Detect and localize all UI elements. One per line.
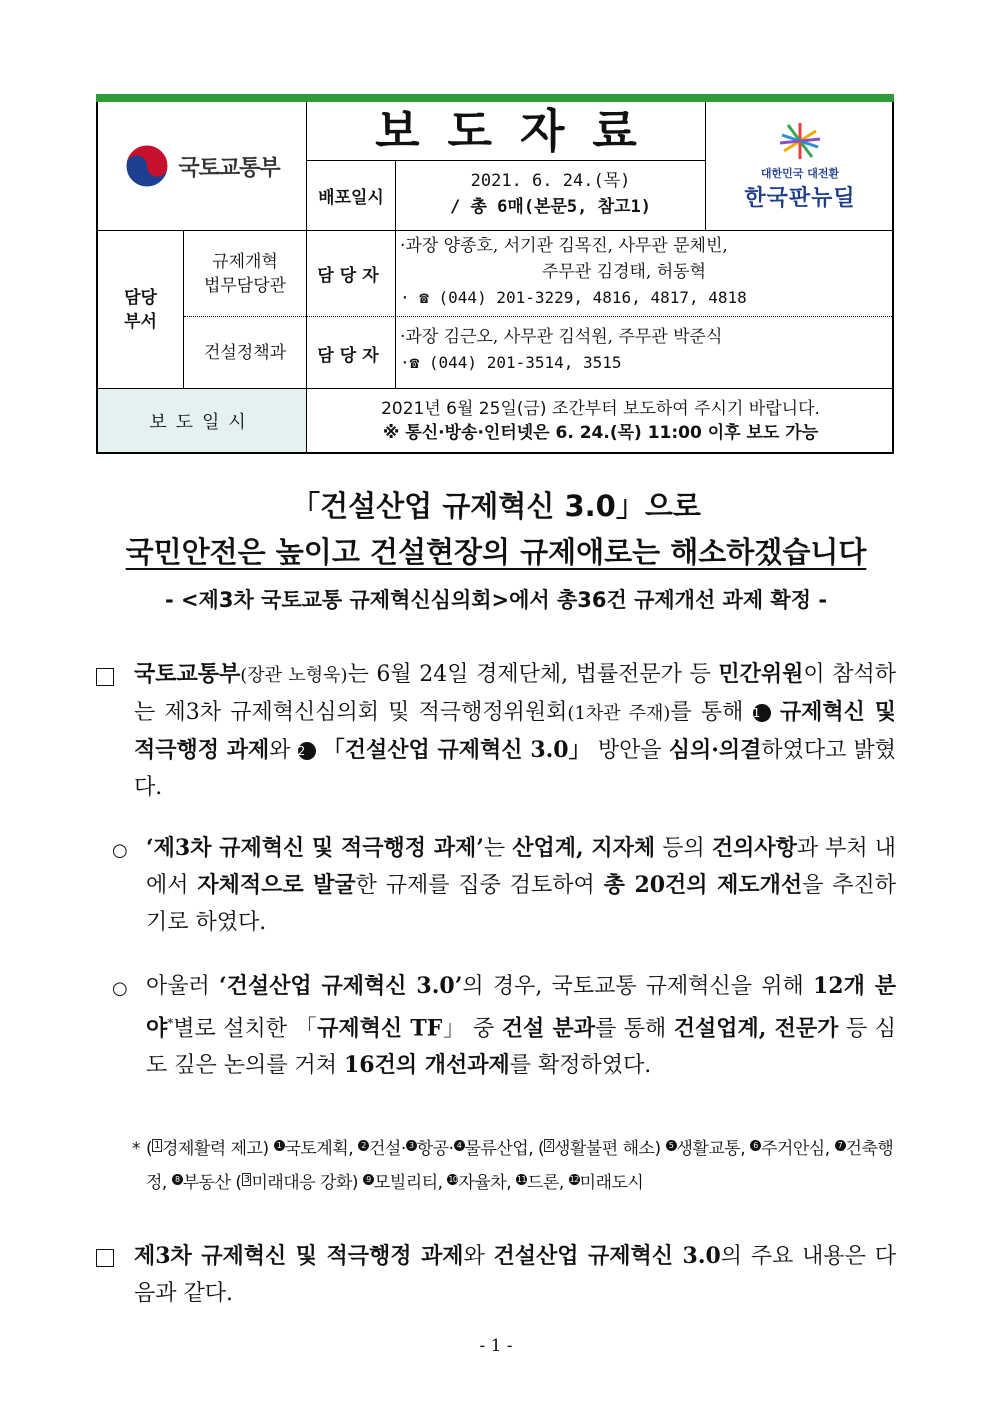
text: 16건의 개선과제 <box>344 1052 510 1079</box>
dept-manager-label-2: 담당자 <box>317 345 385 366</box>
field-7: 건축행정, <box>146 1139 894 1193</box>
footnote-marker: * <box>132 1139 140 1159</box>
distribution-date: 2021. 6. 24.(목) <box>470 171 631 191</box>
text: 를 통해 <box>670 700 753 725</box>
text: 등 심도 깊은 논의를 거쳐 <box>146 1016 896 1079</box>
text: 와 <box>269 738 298 763</box>
checkbox-bullet-1 <box>96 668 114 686</box>
text: 총 20건의 제도개선 <box>603 872 803 898</box>
circle-bullet-2: ○ <box>112 978 128 999</box>
page-title: 보도자료 <box>375 104 665 158</box>
circle-bullet-1: ○ <box>112 840 128 861</box>
field-11: 드론, <box>527 1173 564 1193</box>
text-agenda-1: 규제혁신 및 적극행정 과제 <box>134 699 897 763</box>
paragraph-2 <box>146 830 896 941</box>
text: 를 통해 <box>594 1016 674 1042</box>
number-1-icon: 1 <box>753 704 771 722</box>
headline-line-1: 「건설산업 규제혁신 3.0」으로 <box>291 489 701 523</box>
release-line-1: 2021년 6월 25일(금) 조간부터 보도하여 주시기 바랍니다. <box>381 399 820 419</box>
field-4: 물류산업, <box>464 1139 534 1159</box>
text: 한 규제를 집중 검토하여 <box>355 873 604 898</box>
text: 건설업계, 전문가 <box>673 1015 839 1042</box>
text-resolution: 심의·의결 <box>668 737 762 763</box>
text: 아울러 <box>146 974 219 999</box>
dept-name-2: 건설정책과 <box>203 343 287 363</box>
release-line-2: ※ 통신·방송·인터넷은 6. 24.(목) 11:00 이후 보도 가능 <box>382 423 819 443</box>
text: ‘건설산업 규제혁신 3.0’ <box>218 973 463 999</box>
release-label: 보도일시 <box>98 389 306 452</box>
text-ministry: 국토교통부 <box>134 661 241 687</box>
group-2-icon: 2 <box>546 1140 553 1151</box>
contact-names-1: ·과장 양종호, 서기관 김목진, 사무관 문체빈, <box>400 236 728 256</box>
distribution-value <box>396 160 705 230</box>
footnote-star: * <box>167 1016 174 1030</box>
release-value <box>307 389 894 452</box>
text: 과 부처 내에서 <box>146 836 897 898</box>
text: 등의 <box>655 836 712 861</box>
text: 와 <box>463 1244 494 1269</box>
group-1-icon: 1 <box>154 1140 161 1151</box>
dept-manager-label-1: 담당자 <box>317 266 385 286</box>
field-8: 부동산 <box>182 1173 231 1193</box>
text: 건설산업 규제혁신 3.0 <box>493 1243 721 1269</box>
text: 의 주요 내용은 다음과 같다. <box>134 1244 896 1306</box>
dept-name-1: 규제개혁 법무담당관 <box>203 251 287 296</box>
distribution-pages: / 총 6매(본문5, 참고1) <box>450 197 651 217</box>
ministry-logo <box>98 102 306 230</box>
group-2: 생활불편 해소 <box>554 1139 655 1159</box>
text: 」 중 <box>442 1016 502 1042</box>
ministry-name: 국토교통부 <box>178 155 280 181</box>
paragraph-3 <box>146 968 896 1084</box>
header-green-bar <box>96 94 894 102</box>
newdeal-subtitle: 대한민국 대전환 <box>760 166 840 180</box>
text: 산업계, 지자체 <box>512 835 656 861</box>
text: 는 <box>483 836 513 861</box>
footnote-text: ( 1 경제활력 제고) 1 국토계획, 2 건설· 3 항공· 4 물류산업, ( 2 생활불편 해소) 5 생활교통, 6 주거안심, 7 건축행정, 8 부동산 ( 3 미래대응 강화) 9 모빌리티, 10자율차, 11드론, 12미래도시 <box>146 1139 894 1193</box>
text: 12개 분야 <box>146 973 897 1042</box>
taegeuk-icon <box>124 143 170 189</box>
distribution-label: 배포일시 <box>318 187 384 208</box>
field-5: 생활교통, <box>676 1139 746 1159</box>
dept-label: 담당 부서 <box>124 288 157 332</box>
text: 하였다고 밝혔다. <box>134 738 896 800</box>
press-release-header <box>96 102 894 454</box>
text: 을 추진하기로 하였다. <box>146 873 896 935</box>
field-10: 자율차, <box>458 1173 512 1193</box>
number-2-icon: 2 <box>298 742 316 760</box>
text-civil-members: 민간위원 <box>718 661 804 687</box>
paragraph-1 <box>134 656 896 806</box>
field-9: 모빌리티, <box>373 1173 443 1193</box>
group-1: 경제활력 제고 <box>162 1139 263 1159</box>
field-12: 미래도시 <box>579 1173 644 1193</box>
text: 자체적으로 발굴 <box>197 872 356 898</box>
text: 의 경우, 국토교통 규제혁신을 위해 <box>462 974 813 999</box>
contact-names-2: ·과장 김근오, 사무관 김석원, 주무관 박준식 <box>400 327 723 347</box>
group-3: 미래대응 강화 <box>251 1173 352 1193</box>
text: 별로 설치한 「 <box>173 1016 318 1042</box>
text: 이 참석하는 제3차 규제혁신심의회 및 적극행정위원회 <box>134 662 896 725</box>
newdeal-star-icon <box>778 121 822 161</box>
text: 건의사항 <box>711 835 797 861</box>
text: 방안을 <box>590 738 669 763</box>
text: 제3차 규제혁신 및 적극행정 과제 <box>134 1243 464 1269</box>
text: 를 확정하였다. <box>509 1053 652 1079</box>
checkbox-bullet-2 <box>96 1249 114 1267</box>
text-agenda-2: 「건설산업 규제혁신 3.0」 <box>322 737 591 763</box>
dept-contact-2 <box>396 324 894 388</box>
newdeal-title: 한국판뉴딜 <box>744 185 856 211</box>
contact-phone-1: · ☎ (044) 201-3229, 4816, 4817, 4818 <box>400 288 747 307</box>
contact-names-1b: 주무관 김경태, 허동혁 <box>542 262 707 282</box>
headline-line-2: 국민안전은 높이고 건설현장의 규제애로는 해소하겠습니다 <box>125 535 867 569</box>
field-1: 국토계획, <box>284 1139 354 1159</box>
text: 규제혁신 TF <box>317 1015 443 1042</box>
headline-subtitle: - <제3차 국토교통 규제혁신심의회>에서 총36건 규제개선 과제 확정 - <box>164 588 828 612</box>
text: 는 6월 24일 경제단체, 법률전문가 등 <box>347 662 719 687</box>
field-3: 항공· <box>416 1139 454 1159</box>
text: ‘제3차 규제혁신 및 적극행정 과제’ <box>146 835 484 861</box>
field-6: 주거안심, <box>761 1139 830 1159</box>
text: 건설 분과 <box>501 1015 595 1042</box>
paragraph-4 <box>134 1238 896 1312</box>
page-number: - 1 - <box>479 1336 513 1356</box>
text-minister: (장관 노형욱) <box>240 665 348 686</box>
newdeal-logo <box>706 102 894 230</box>
field-2: 건설· <box>369 1139 406 1159</box>
dept-contact-1 <box>396 233 894 318</box>
text-chair: (1차관 주재) <box>567 703 671 724</box>
contact-phone-2: ·☎ (044) 201-3514, 3515 <box>400 353 622 372</box>
group-3-icon: 3 <box>243 1174 250 1185</box>
